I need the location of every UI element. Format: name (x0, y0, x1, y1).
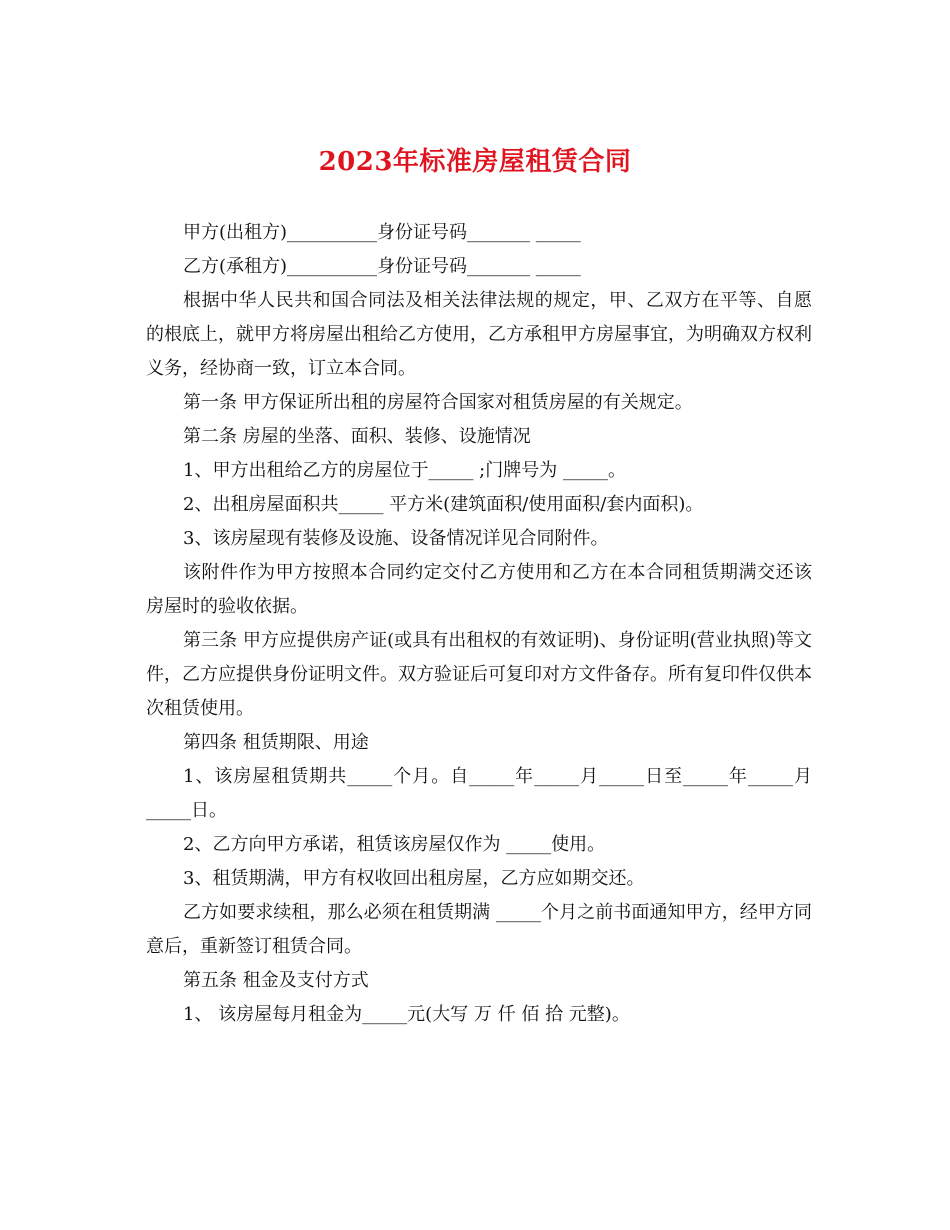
party-a-line: 甲方(出租方)__________身份证号码_______ _____ (183, 222, 581, 243)
preamble-paragraph: 根据中华人民共和国合同法及相关法律法规的规定，甲、乙双方在平等、自愿的根底上，就甲方将房屋出租给乙方使用，乙方承租甲方房屋事宜，为明确双方权利义务，经协商一致，订立本合同。 (146, 290, 812, 379)
article-4-heading: 第四条 租赁期限、用途 (183, 732, 369, 753)
document-title: 2023年标准房屋租赁合同 (318, 147, 632, 177)
article-2-item-2: 2、出租房屋面积共_____ 平方米(建筑面积/使用面积/套内面积)。 (183, 494, 704, 515)
article-4-item-2: 2、乙方向甲方承诺，租赁该房屋仅作为 _____使用。 (183, 834, 606, 855)
article-2-heading: 第二条 房屋的坐落、面积、装修、设施情况 (183, 426, 531, 447)
renewal-paragraph: 乙方如要求续租，那么必须在租赁期满 _____个月之前书面通知甲方，经甲方同意后，重新签订租赁合同。 (146, 902, 812, 957)
party-b-line: 乙方(承租方)__________身份证号码_______ _____ (183, 256, 581, 277)
article-2-item-3: 3、该房屋现有装修及设施、设备情况详见合同附件。 (183, 528, 609, 549)
article-2-item-1: 1、甲方出租给乙方的房屋位于_____ ;门牌号为 _____。 (183, 460, 626, 481)
article-3-paragraph: 第三条 甲方应提供房产证(或具有出租权的有效证明)、身份证明(营业执照)等文件，乙方应提供身份证明文件。双方验证后可复印对方文件备存。所有复印件仅供本次租赁使用。 (146, 630, 812, 719)
attachment-paragraph: 该附件作为甲方按照本合同约定交付乙方使用和乙方在本合同租赁期满交还该房屋时的验收依据。 (146, 562, 812, 617)
article-4-item-3: 3、租赁期满，甲方有权收回出租房屋，乙方应如期交还。 (183, 868, 645, 889)
article-5-heading: 第五条 租金及支付方式 (183, 970, 369, 991)
article-5-item-1: 1、 该房屋每月租金为_____元(大写 万 仟 佰 拾 元整)。 (183, 1004, 630, 1025)
document-body (146, 216, 812, 1032)
article-4-item-1: 1、该房屋租赁期共_____个月。自_____年_____月_____日至_____年_____月_____日。 (146, 766, 812, 821)
article-1-paragraph: 第一条 甲方保证所出租的房屋符合国家对租赁房屋的有关规定。 (183, 392, 693, 413)
